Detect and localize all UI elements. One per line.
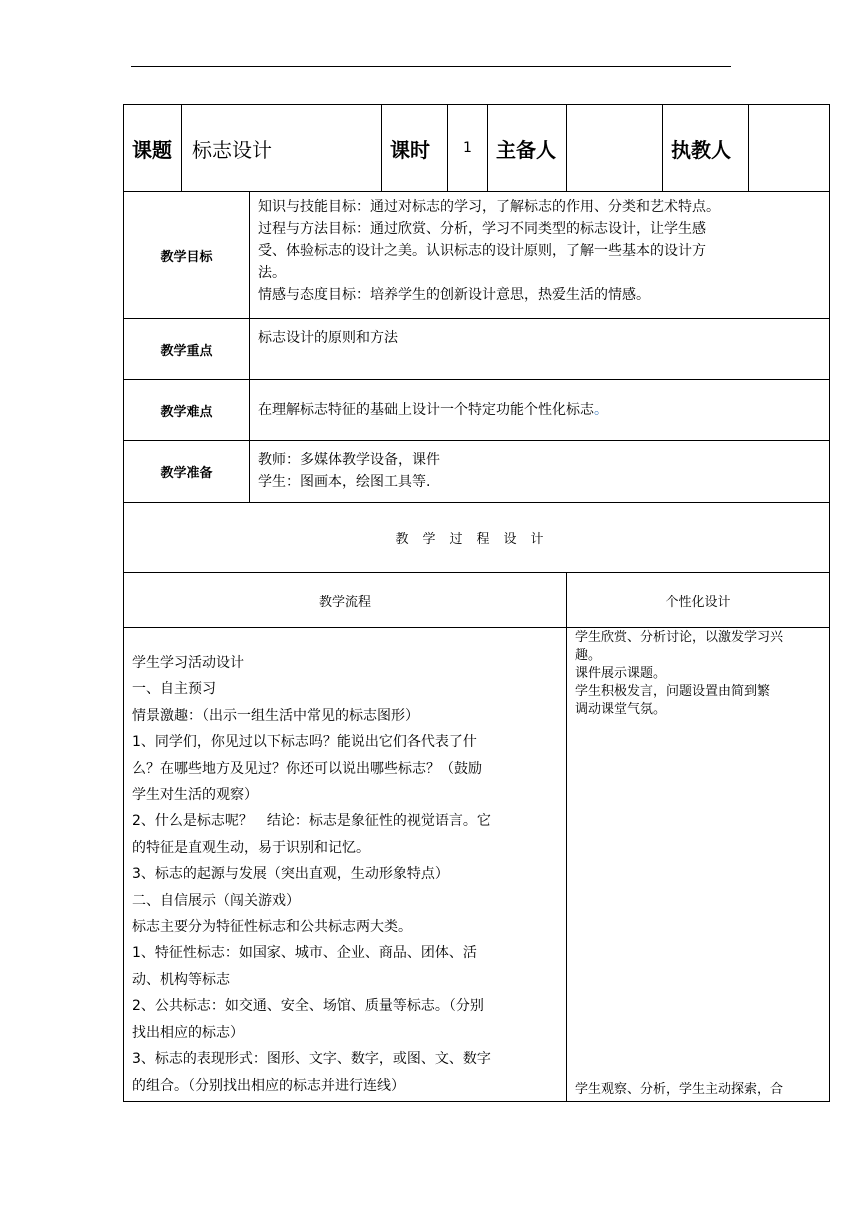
personal-line: 调动课堂气氛。 bbox=[575, 702, 667, 717]
personal-column-header: 个性化设计 bbox=[567, 573, 830, 628]
process-title-row bbox=[124, 503, 830, 573]
process-line: 2、公共标志：如交通、安全、场馆、质量等标志。（分别 bbox=[132, 998, 484, 1015]
process-line: 学生对生活的观察） bbox=[132, 787, 258, 804]
header-rule bbox=[131, 66, 731, 67]
preparation-row bbox=[124, 441, 830, 503]
goals-label: 教学目标 bbox=[124, 192, 250, 319]
process-line: 找出相应的标志） bbox=[132, 1024, 244, 1041]
process-line: 情景激趣：（出示一组生活中常见的标志图形） bbox=[132, 707, 419, 724]
subject-value: 标志设计 bbox=[182, 105, 382, 192]
hours-label: 课时 bbox=[382, 105, 448, 192]
process-content bbox=[124, 628, 567, 1102]
process-line: 二、自信展示（闯关游戏） bbox=[132, 892, 300, 909]
key-points-content: 标志设计的原则和方法 bbox=[250, 319, 830, 380]
process-line: 1、同学们，你见过以下标志吗？能说出它们各代表了什 bbox=[132, 734, 477, 751]
goals-content bbox=[250, 192, 830, 319]
difficulties-end-mark: 。 bbox=[594, 402, 608, 418]
preparer-label: 主备人 bbox=[488, 105, 567, 192]
key-points-label: 教学重点 bbox=[124, 319, 250, 380]
process-line: 3、标志的起源与发展（突出直观，生动形象特点） bbox=[132, 866, 449, 883]
teacher-label: 执教人 bbox=[663, 105, 749, 192]
personal-line: 趣。 bbox=[575, 648, 602, 663]
goals-line: 法。 bbox=[258, 265, 286, 281]
process-line: 2、什么是标志呢？ 结论：标志是象征性的视觉语言。它 bbox=[132, 813, 491, 830]
preparation-line: 学生：图画本，绘图工具等. bbox=[258, 474, 431, 490]
goals-line: 情感与态度目标：培养学生的创新设计意思，热爱生活的情感。 bbox=[258, 287, 650, 303]
goals-line: 受、体验标志的设计之美。认识标志的设计原则，了解一些基本的设计方 bbox=[258, 243, 706, 259]
personal-line: 课件展示课题。 bbox=[575, 666, 667, 681]
process-row bbox=[124, 628, 830, 1102]
process-line: 一、自主预习 bbox=[132, 681, 216, 698]
personal-line: 学生欣赏、分析讨论，以激发学习兴 bbox=[575, 630, 784, 645]
difficulties-text: 在理解标志特征的基础上设计一个特定功能个性化标志 bbox=[258, 402, 594, 418]
personal-line: 学生积极发言，问题设置由简到繁 bbox=[575, 684, 771, 699]
difficulties-content bbox=[250, 380, 830, 441]
lesson-plan-table bbox=[123, 104, 830, 1102]
hours-value: 1 bbox=[448, 105, 488, 192]
goals-row bbox=[124, 192, 830, 319]
preparation-label: 教学准备 bbox=[124, 441, 250, 503]
column-header-row bbox=[124, 573, 830, 628]
process-line: 的组合。（分别找出相应的标志并进行连线） bbox=[132, 1077, 405, 1094]
goals-line: 知识与技能目标：通过对标志的学习，了解标志的作用、分类和艺术特点。 bbox=[258, 199, 720, 215]
key-points-row bbox=[124, 319, 830, 380]
goals-line: 过程与方法目标：通过欣赏、分析，学习不同类型的标志设计，让学生感 bbox=[258, 221, 706, 237]
process-line: 动、机构等标志 bbox=[132, 971, 230, 988]
preparation-content bbox=[250, 441, 830, 503]
teacher-value bbox=[749, 105, 830, 192]
preparer-value bbox=[567, 105, 663, 192]
process-title: 教学过程设计 bbox=[124, 503, 830, 573]
personal-content bbox=[567, 628, 830, 1102]
header-row bbox=[124, 105, 830, 192]
preparation-line: 教师：多媒体教学设备，课件 bbox=[258, 452, 440, 468]
process-line: 1、特征性标志：如国家、城市、企业、商品、团体、活 bbox=[132, 945, 477, 962]
process-line: 么？在哪些地方及见过？你还可以说出哪些标志？（鼓励 bbox=[132, 760, 482, 777]
personal-bottom-line: 学生观察、分析，学生主动探索，合 bbox=[575, 1082, 784, 1097]
process-line: 学生学习活动设计 bbox=[132, 655, 244, 671]
process-line: 的特征是直观生动，易于识别和记忆。 bbox=[132, 839, 370, 856]
process-line: 3、标志的表现形式：图形、文字、数字，或图、文、数字 bbox=[132, 1051, 491, 1068]
difficulties-row bbox=[124, 380, 830, 441]
process-line: 标志主要分为特征性标志和公共标志两大类。 bbox=[132, 919, 412, 936]
subject-label: 课题 bbox=[124, 105, 182, 192]
flow-column-header: 教学流程 bbox=[124, 573, 567, 628]
difficulties-label: 教学难点 bbox=[124, 380, 250, 441]
